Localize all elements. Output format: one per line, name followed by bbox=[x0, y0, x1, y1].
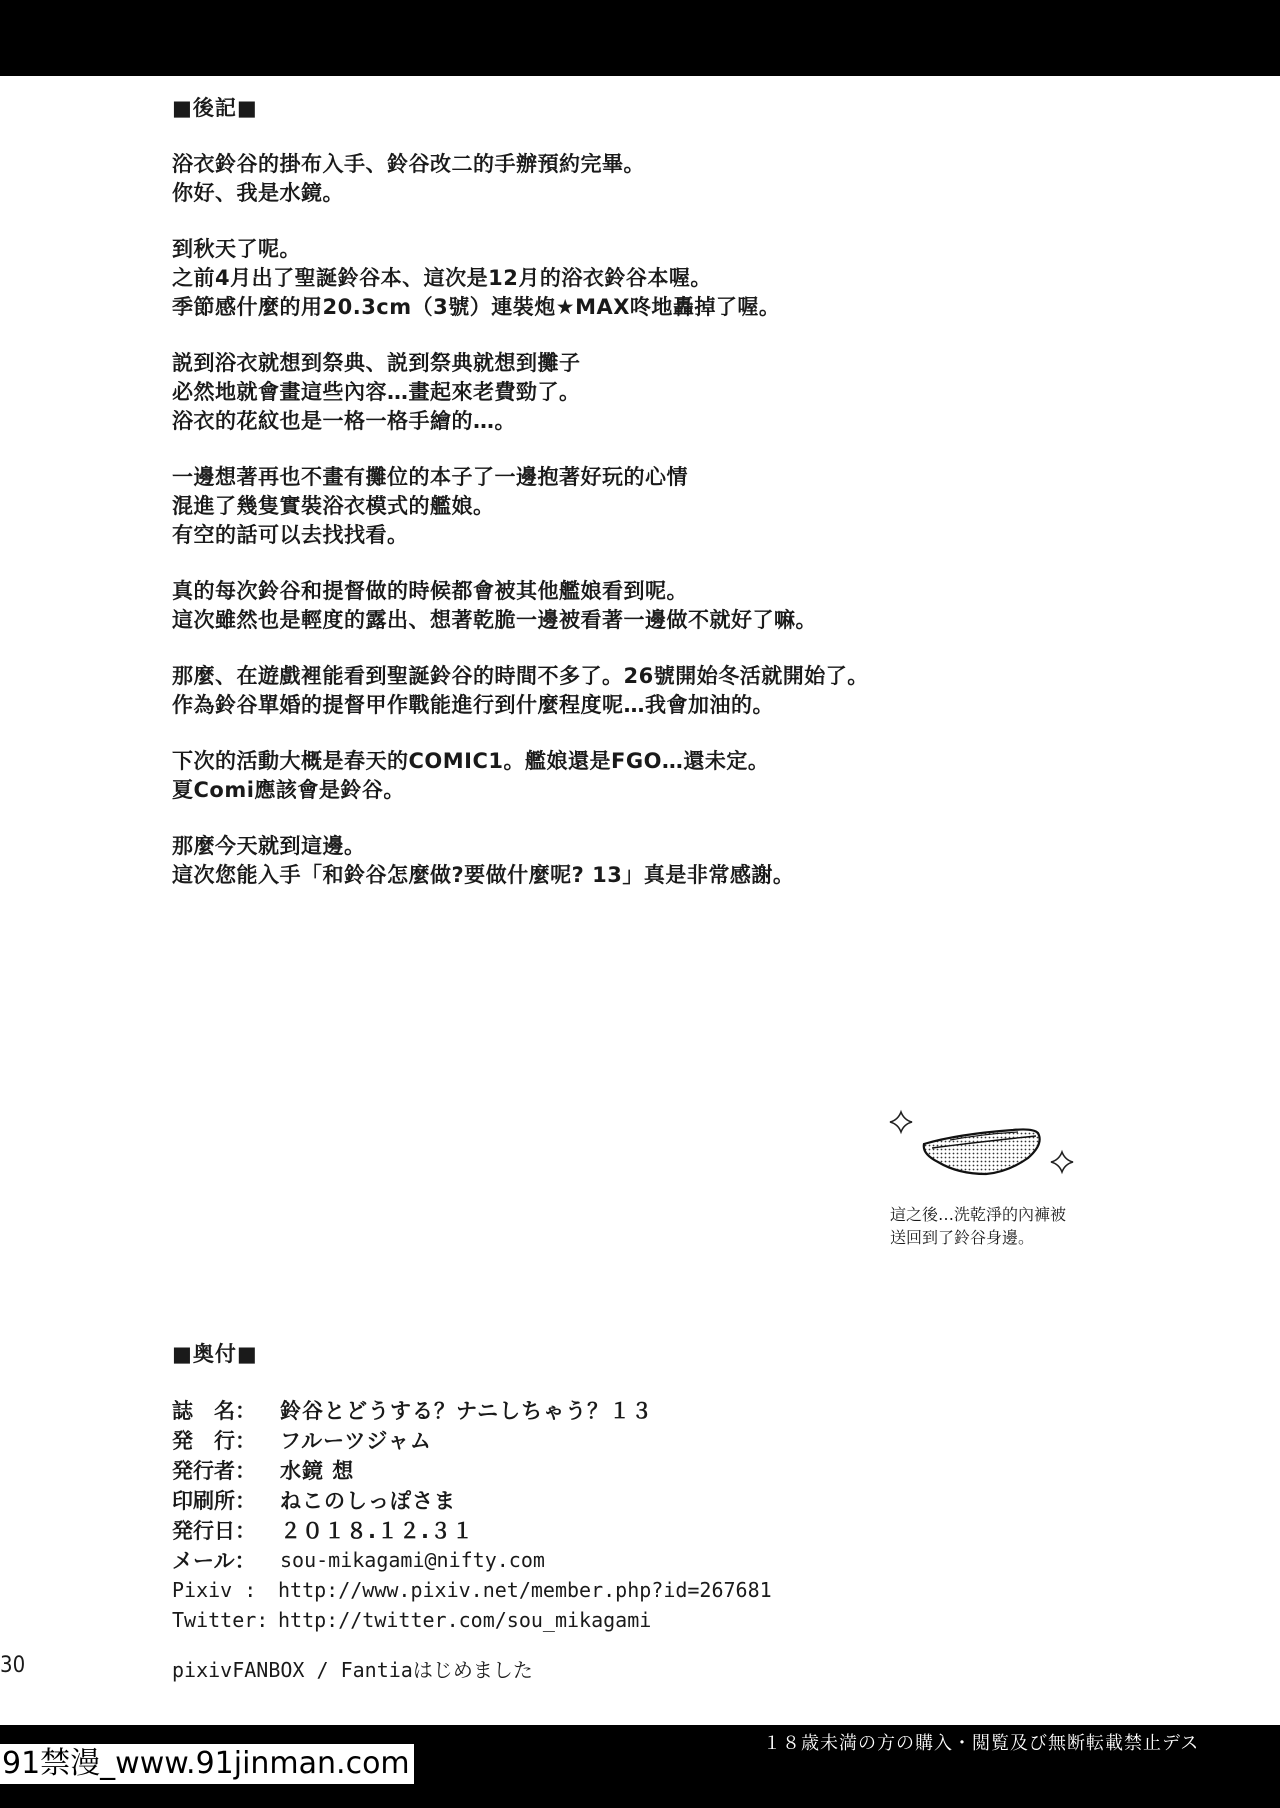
pixiv-link[interactable]: http://www.pixiv.net/member.php?id=267681 bbox=[278, 1578, 772, 1602]
afterword-paragraph bbox=[172, 577, 1172, 635]
info-value: 鈴谷とどうする？ナニしちゃう？１３ bbox=[280, 1399, 654, 1423]
afterword-line: 這次您能入手「和鈴谷怎麼做?要做什麼呢? 13」真是非常感謝。 bbox=[172, 863, 795, 887]
afterword-line: 夏Comi應該會是鈴谷。 bbox=[172, 778, 405, 802]
afterword-paragraph bbox=[172, 832, 1172, 890]
fanbox-notice: pixivFANBOX / Fantiaはじめました bbox=[172, 1658, 533, 1682]
info-row-pixiv bbox=[172, 1575, 772, 1605]
caption-line: 這之後…洗乾淨的內褲被 bbox=[890, 1205, 1067, 1224]
afterword-paragraph bbox=[172, 662, 1172, 720]
info-row-title bbox=[172, 1395, 772, 1425]
info-label: Pixiv : bbox=[172, 1578, 257, 1602]
page-number: 30 bbox=[0, 1653, 26, 1678]
afterword-line: 下次的活動大概是春天的COMIC1。艦娘還是FGO…還未定。 bbox=[172, 749, 770, 773]
age-restriction-notice: １８歳未満の方の購入・閲覧及び無断転載禁止デス bbox=[763, 1733, 1200, 1754]
afterword-body bbox=[172, 150, 1172, 917]
info-label: 発行者： bbox=[172, 1459, 256, 1483]
afterword-line: 一邊想著再也不畫有攤位的本子了一邊抱著好玩的心情 bbox=[172, 465, 688, 489]
info-row-twitter bbox=[172, 1605, 772, 1635]
afterword-line: 季節感什麼的用20.3cm（3號）連裝炮★MAX咚地轟掉了喔。 bbox=[172, 295, 781, 319]
info-value: ２０１８.１２.３１ bbox=[280, 1519, 474, 1543]
twitter-link[interactable]: http://twitter.com/sou_mikagami bbox=[278, 1608, 652, 1632]
afterword-line: 之前4月出了聖誕鈴谷本、這次是12月的浴衣鈴谷本喔。 bbox=[172, 266, 712, 290]
sparkle-icon bbox=[1051, 1152, 1073, 1172]
afterword-line: 有空的話可以去找找看。 bbox=[172, 523, 409, 547]
colophon-info bbox=[172, 1395, 772, 1635]
info-row-author bbox=[172, 1455, 772, 1485]
afterword-title: ■後記■ bbox=[172, 96, 258, 120]
afterword-line: 必然地就會畫這些內容…畫起來老費勁了。 bbox=[172, 380, 581, 404]
afterword-line: 混進了幾隻實裝浴衣模式的艦娘。 bbox=[172, 494, 495, 518]
info-label: Twitter: bbox=[172, 1608, 269, 1632]
afterword-line: 浴衣鈴谷的掛布入手、鈴谷改二的手辦預約完畢。 bbox=[172, 152, 645, 176]
afterword-line: 真的每次鈴谷和提督做的時候都會被其他艦娘看到呢。 bbox=[172, 579, 688, 603]
afterword-line: 你好、我是水鏡。 bbox=[172, 181, 344, 205]
illustration-caption bbox=[890, 1203, 1066, 1249]
info-row-date bbox=[172, 1515, 772, 1545]
afterword-line: 這次雖然也是輕度的露出、想著乾脆一邊被看著一邊做不就好了嘛。 bbox=[172, 608, 817, 632]
info-label: メール： bbox=[172, 1549, 256, 1573]
afterword-line: 作為鈴谷單婚的提督甲作戰能進行到什麼程度呢…我會加油的。 bbox=[172, 693, 774, 717]
info-value: フルーツジャム bbox=[280, 1429, 432, 1453]
afterword-line: 浴衣的花紋也是一格一格手繪的…。 bbox=[172, 409, 516, 433]
info-value: ねこのしっぽさま bbox=[280, 1489, 456, 1513]
afterword-line: 説到浴衣就想到祭典、説到祭典就想到攤子 bbox=[172, 351, 581, 375]
afterword-paragraph bbox=[172, 235, 1172, 322]
info-value: 水鏡 想 bbox=[280, 1459, 355, 1483]
colophon-title: ■奥付■ bbox=[172, 1342, 258, 1366]
panties-sketch-icon bbox=[888, 1100, 1088, 1195]
caption-line: 送回到了鈴谷身邊。 bbox=[890, 1228, 1035, 1247]
info-label: 印刷所： bbox=[172, 1489, 256, 1513]
sparkle-icon bbox=[890, 1112, 912, 1132]
info-label: 発行日： bbox=[172, 1519, 256, 1543]
email-link[interactable]: sou-mikagami@nifty.com bbox=[280, 1548, 545, 1572]
afterword-paragraph bbox=[172, 150, 1172, 208]
afterword-paragraph bbox=[172, 349, 1172, 436]
top-border bbox=[0, 0, 1280, 76]
afterword-line: 到秋天了呢。 bbox=[172, 237, 301, 261]
info-row-printer bbox=[172, 1485, 772, 1515]
site-watermark[interactable]: 91禁漫_www.91jinman.com bbox=[0, 1744, 414, 1784]
info-label: 誌 名： bbox=[172, 1399, 256, 1423]
afterword-line: 那麼今天就到這邊。 bbox=[172, 834, 366, 858]
info-row-email bbox=[172, 1545, 772, 1575]
afterword-line: 那麼、在遊戲裡能看到聖誕鈴谷的時間不多了。26號開始冬活就開始了。 bbox=[172, 664, 869, 688]
info-row-publisher bbox=[172, 1425, 772, 1455]
afterword-paragraph bbox=[172, 463, 1172, 550]
afterword-paragraph bbox=[172, 747, 1172, 805]
info-label: 発 行： bbox=[172, 1429, 256, 1453]
